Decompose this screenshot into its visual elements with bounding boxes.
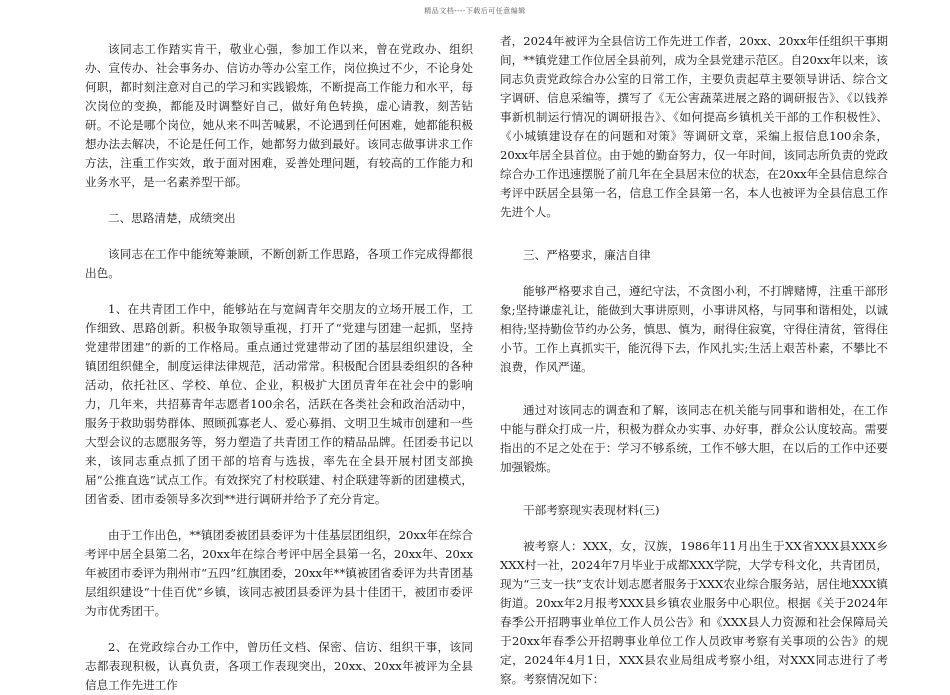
- paragraph: 被考察人：XXX，女，汉族，1986年11月出生于XX省XXX县XXX乡XXX村一社，2024年7月毕业于成都XXX学院，大学专科文化，共青团员，现为“三支一扶”支农计划志愿者服务于XXX农业综合服务站，居住地XXX镇街道。20xx年2月报考XXX县乡镇农业服务中心职位。根据《关于2024年春季公开招聘事业单位工作人员公告》和《XXX县人力资源和社会保障局关于20xx年春季公开招聘事业单位工作人员政审考察有关事项的公告》的规定，2024年4月1日，XXX县农业局组成考察小组，对XXX同志进行了考察。考察情况如下：: [500, 539, 888, 686]
- page-header: 精品文档----下载后可任意编辑: [424, 7, 526, 15]
- right-column: [500, 32, 888, 689]
- section-heading: 二、思路清楚，成绩突出: [108, 211, 236, 225]
- paragraph: 能够严格要求自己，遵纪守法，不贪图小利，不打牌赌博，注重干部形象;坚持谦虚礼让，能做到大事讲原则，小事讲风格，与同事和谐相处，以诚相待;坚持勤俭节约办公务，慎思、慎为，耐得住寂寞，守得住清贫，管得住小节。工作上真抓实干，能沉得下去，作风扎实;生活上艰苦朴素，不攀比不浪费，作风严谨。: [500, 284, 888, 374]
- document-title: 干部考察现实表现材料(三): [523, 503, 660, 517]
- left-column: [85, 40, 473, 695]
- section-heading: 三、严格要求，廉洁自律: [523, 248, 651, 262]
- paragraph: 1、在共青团工作中，能够站在与宽阔青年交朋友的立场开展工作，工作细致、思路创新。积极争取领导重视，打开了“党建与团建一起抓，坚持党建带团建”的新的工作格局。重点通过党建带动了团的基层组织建设，全镇团组织健全，制度运律法律规范，活动常常。积极配合团县委组织的各种活动，依托社区、学校、单位、企业，积极扩大团员青年在社会中的影响力，几年来，共招募青年志愿者100余名，活跃在各类社会和政治活动中，服务于救助弱势群体、照顾孤寡老人、爱心募捐、文明卫生城市创建和一些大型会议的志愿服务等，努力塑造了共青团工作的精品品牌。任团委书记以来，该同志重点抓了团干部的培育与选拔，率先在全县开展村团支部换届“公推直选”试点工作。有效探究了村校联建、村企联建等新的团建模式，团省委、团市委领导多次到**进行调研并给予了充分肯定。: [85, 302, 473, 506]
- paragraph: 2、在党政综合办工作中，曾历任文档、保密、信访、组织干事，该同志都表现积极，认真负责，各项工作表现突出，20xx、20xx年被评为全县信息工作先进工作: [85, 640, 473, 692]
- paragraph: 者，2024年被评为全县信访工作先进工作者，20xx、20xx年任组织干事期间，**镇党建工作位居全县前列，成为全县党建示范区。自20xx年以来，该同志负责党政综合办公室的日常工作，主要负责起草主要领导讲话、综合文字调研、信息采编等，撰写了《无公害蔬菜进展之路的调研报告》、《以钱养事新机制运行情况的调研报告》、《如何提高乡镇机关干部的工作积极性》、《小城镇建设存在的问题和对策》等调研文章，采编上报信息100余条，20xx年居全县首位。由于她的勤奋努力，仅一年时间，该同志所负责的党政综合办工作迅速摆脱了前几年在全县居末位的状态，在20xx年全县信息综合考评中跃居全县第一名，信息工作全县第一名，本人也被评为全县信息工作先进个人。: [500, 34, 888, 219]
- paragraph: 由于工作出色，**镇团委被团县委评为十佳基层团组织，20xx年在综合考评中居全县第二名，20xx年在综合考评中居全县第一名，20xx年、20xx年被团市委评为荆州市“五四”红旗团委，20xx年**镇被团省委评为共青团基层组织建设“十佳百优”乡镇，该同志被团县委评为县十佳团干，被团市委评为市优秀团干。: [85, 528, 473, 618]
- paragraph: 通过对该同志的调查和了解，该同志在机关能与同事和谐相处，在工作中能与群众打成一片，积极为群众办实事、办好事，群众公认度较高。需要指出的不足之处在于：学习不够系统，工作不够大胆，在以后的工作中还要加强锻炼。: [500, 403, 888, 474]
- paragraph: 该同志在工作中能统筹兼顾，不断创新工作思路，各项工作完成得都很出色。: [85, 247, 473, 280]
- paragraph: 该同志工作踏实肯干，敬业心强，参加工作以来，曾在党政办、组织办、宣传办、社会事务办、信访办等办公室工作，岗位换过不少，不论身处何职，都时刻注意对自己的学习和实践锻炼，不断提高工作能力和水平，每次岗位的变换，都能及时调整好自己，做好角色转换，虚心请教，刻苦钻研。不论是哪个岗位，她从来不叫苦喊累，不论遇到任何困难，她都能积极想办法去解决，不论是任何工作，她都努力做到最好。该同志做事讲求工作方法，注重工作实效，敢于面对困难，妥善处理问题，有较高的工作能力和业务水平，是一名素养型干部。: [85, 42, 473, 189]
